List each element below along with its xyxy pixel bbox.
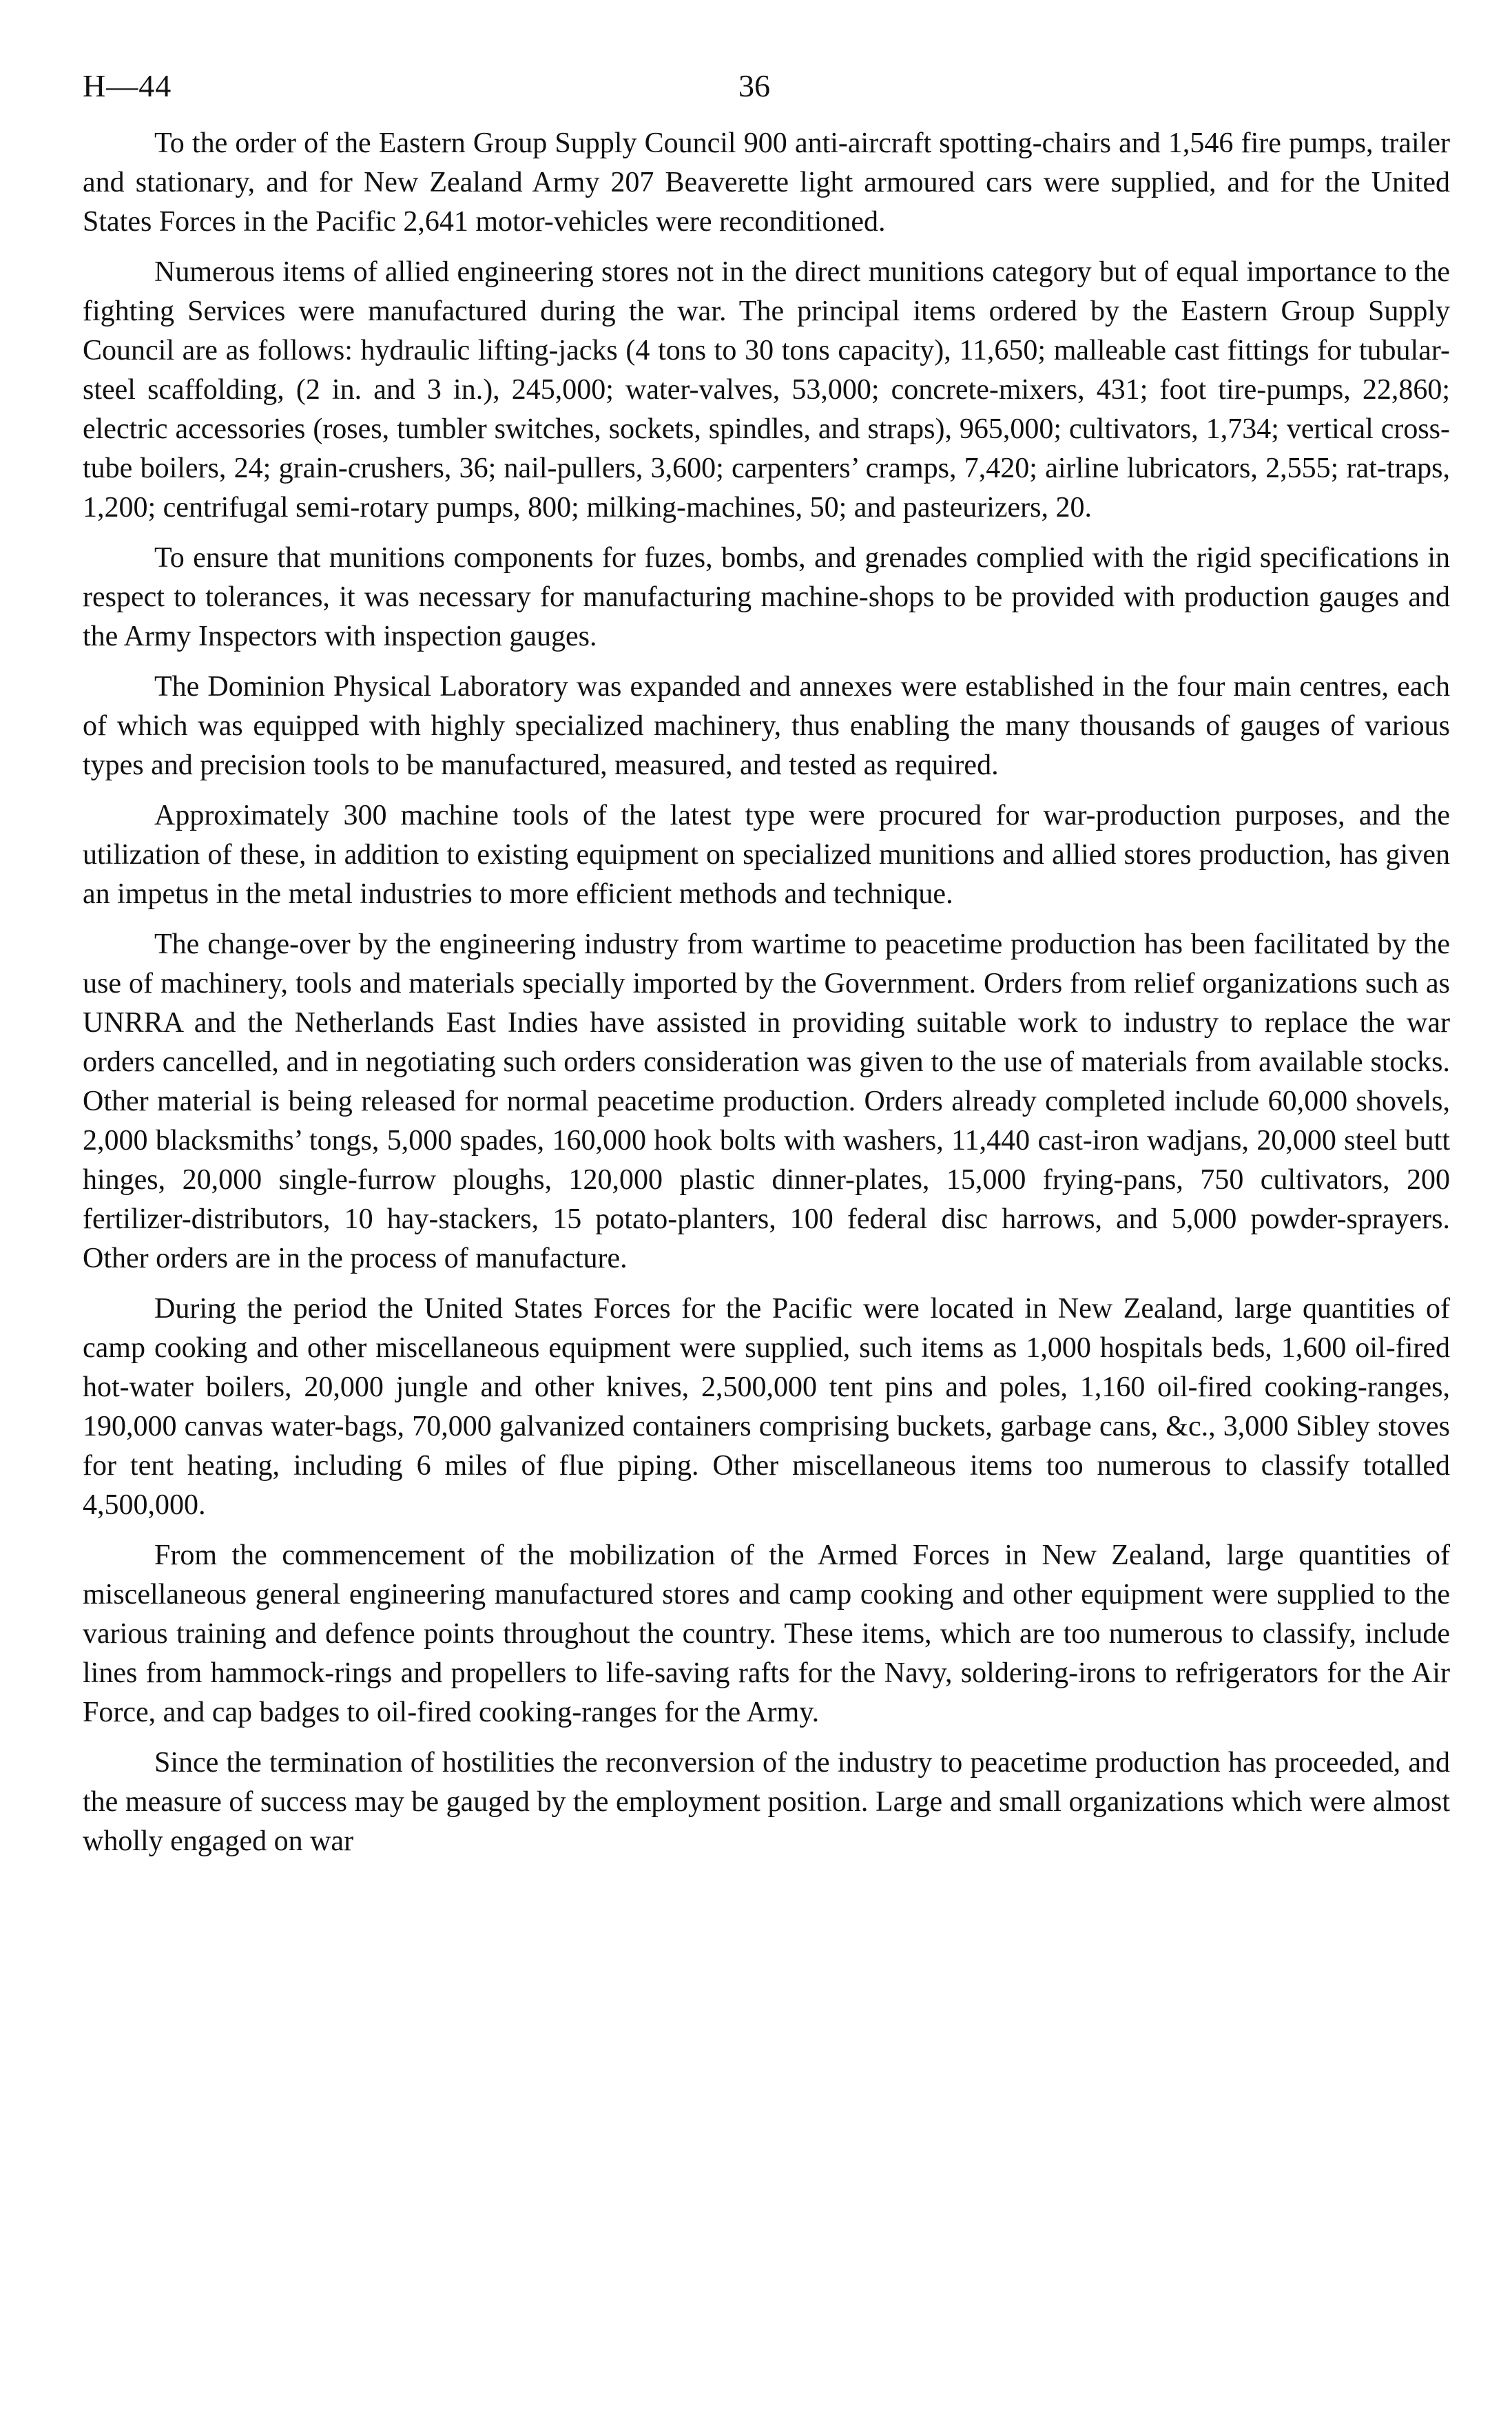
- page-header: [83, 48, 1450, 124]
- paragraph-allied-engineering-stores: Numerous items of allied engineering stores not in the direct munitions category but of equal importance to the fighting Services were manufactured during the war. The principal items ordered by the Eastern Group Supply Council are as follows: hydraulic lifting-jacks (4 tons to 30 tons capacity), 11,650; malleable cast fittings for tubular-steel scaffolding, (2 in. and 3 in.), 245,000; water-valves, 53,000; concrete-mixers, 431; foot tire-pumps, 22,860; electric accessories (roses, tumbler switches, sockets, spindles, and straps), 965,000; cultivators, 1,734; vertical cross-tube boilers, 24; grain-crushers, 36; nail-pullers, 3,600; carpenters’ cramps, 7,420; airline lubricators, 2,555; rat-traps, 1,200; centrifugal semi-rotary pumps, 800; milking-machines, 50; and pasteurizers, 20.: [83, 256, 1450, 524]
- paragraph-reconversion: Since the termination of hostilities the reconversion of the industry to peacetime production has proceeded, and the measure of success may be gauged by the employment position. Large and small organizations which were almost wholly engaged on war: [83, 1747, 1450, 1857]
- page-number: 36: [738, 68, 770, 103]
- paragraph-eastern-group-supplies: To the order of the Eastern Group Supply Council 900 anti-aircraft spotting-chairs and 1,546 fire pumps, trailer and stationary, and for New Zealand Army 207 Beaverette light armoured cars were supplied, and for the United States Forces in the Pacific 2,641 motor-vehicles were reconditioned.: [83, 127, 1450, 238]
- body-text: [83, 124, 1450, 1861]
- document-page: [83, 48, 1450, 1872]
- paragraph-machine-tools: Approximately 300 machine tools of the latest type were procured for war-production purposes, and the utilization of these, in addition to existing equipment on specialized munitions and allied stores production, has given an impetus in the metal industries to more efficient methods and technique.: [83, 800, 1450, 910]
- document-reference: H—44: [83, 68, 172, 103]
- paragraph-physical-laboratory: The Dominion Physical Laboratory was expanded and annexes were established in the four main centres, each of which was equipped with highly specialized machinery, thus enabling the many thousands of gauges of various types and precision tools to be manufactured, measured, and tested as required.: [83, 671, 1450, 781]
- paragraph-munitions-gauges: To ensure that munitions components for fuzes, bombs, and grenades complied with the rigid specifications in respect to tolerances, it was necessary for manufacturing machine-shops to be provided with production gauges and the Army Inspectors with inspection gauges.: [83, 542, 1450, 652]
- paragraph-armed-forces-mobilization: From the commencement of the mobilization of the Armed Forces in New Zealand, large quantities of miscellaneous general engineering manufactured stores and camp cooking and other equipment were supplied to the various training and defence points throughout the country. These items, which are too numerous to classify, include lines from hammock-rings and propellers to life-saving rafts for the Navy, soldering-irons to refrigerators for the Air Force, and cap badges to oil-fired cooking-ranges for the Army.: [83, 1540, 1450, 1728]
- paragraph-peacetime-changeover: The change-over by the engineering industry from wartime to peacetime production has been facilitated by the use of machinery, tools and materials specially imported by the Government. Orders from relief organizations such as UNRRA and the Netherlands East Indies have assisted in providing suitable work to industry to replace the war orders cancelled, and in negotiating such orders consideration was given to the use of materials from available stocks. Other material is being released for normal peacetime production. Orders already completed include 60,000 shovels, 2,000 blacksmiths’ tongs, 5,000 spades, 160,000 hook bolts with washers, 11,440 cast-iron wadjans, 20,000 steel butt hinges, 20,000 single-furrow ploughs, 120,000 plastic dinner-plates, 15,000 frying-pans, 750 cultivators, 200 fertilizer-distributors, 10 hay-stackers, 15 potato-planters, 100 federal disc harrows, and 5,000 powder-sprayers. Other orders are in the process of manufacture.: [83, 929, 1450, 1274]
- paragraph-us-forces-equipment: During the period the United States Forces for the Pacific were located in New Zealand, large quantities of camp cooking and other miscellaneous equipment were supplied, such items as 1,000 hospitals beds, 1,600 oil-fired hot-water boilers, 20,000 jungle and other knives, 2,500,000 tent pins and poles, 1,160 oil-fired cooking-ranges, 190,000 canvas water-bags, 70,000 galvanized containers comprising buckets, garbage cans, &c., 3,000 Sibley stoves for tent heating, including 6 miles of flue piping. Other miscellaneous items too numerous to classify totalled 4,500,000.: [83, 1293, 1450, 1521]
